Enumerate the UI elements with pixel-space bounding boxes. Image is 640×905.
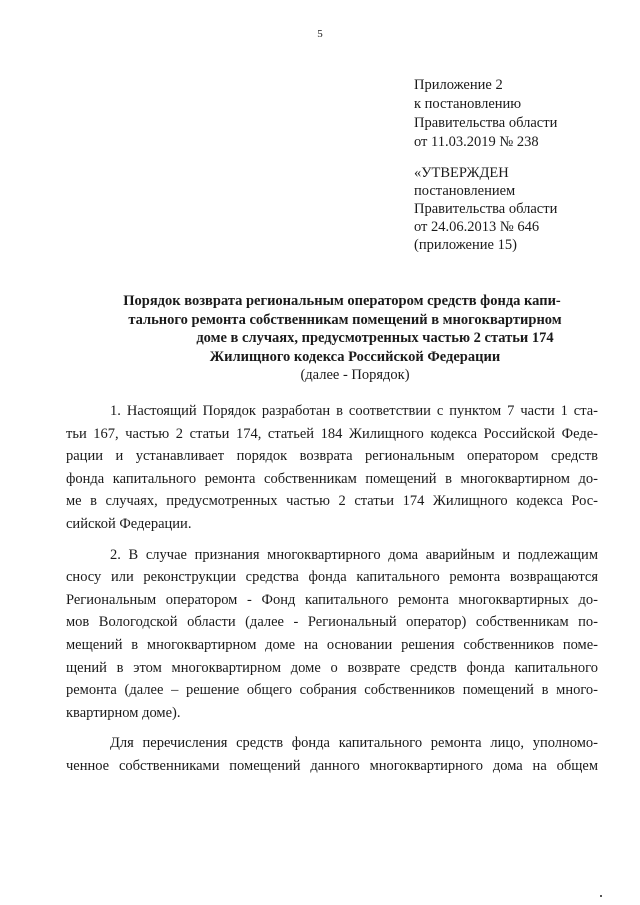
- text-line: тьи 167, частью 2 статьи 174, статьей 184 Жилищного кодекса Российской Феде-: [66, 425, 598, 442]
- appendix-line: Правительства области: [414, 115, 558, 131]
- title-line: доме в случаях, предусмотренных частью 2 статьи 174: [196, 330, 554, 346]
- approval-stamp-block: [414, 164, 557, 254]
- text-line: мещений в многоквартирном доме на основании решения собственников поме-: [66, 636, 598, 653]
- appendix-line: Приложение 2: [414, 77, 503, 93]
- appendix-line: от 11.03.2019 № 238: [414, 134, 539, 150]
- title-subtitle: (далее - Порядок): [300, 367, 410, 383]
- title-line: тального ремонта собственникам помещений в многоквартирном: [128, 311, 562, 328]
- text-line: щений в этом многоквартирном доме о возврате средств фонда капитального: [66, 659, 598, 676]
- paragraph-2: [66, 544, 598, 725]
- text-line: квартирном доме).: [66, 704, 181, 721]
- document-title: [110, 292, 600, 385]
- paragraph-1: [66, 400, 598, 536]
- text-line: 2. В случае признания многоквартирного дома аварийным и подлежащим: [110, 546, 598, 563]
- scan-speck: [600, 895, 602, 897]
- text-line: мов Вологодской области (далее - Региональный оператор) собственникам по-: [66, 614, 598, 631]
- text-line: рации и устанавливает порядок возврата региональным оператором средств: [66, 448, 598, 465]
- appendix-block: [414, 76, 557, 152]
- approval-line: Правительства области: [414, 201, 558, 217]
- text-line: 1. Настоящий Порядок разработан в соответствии с пунктом 7 части 1 ста-: [110, 403, 598, 419]
- text-line: фонда капитального ремонта собственникам помещений в многоквартирном до-: [66, 470, 598, 487]
- approval-line: от 24.06.2013 № 646: [414, 219, 540, 235]
- text-line: ченное собственниками помещений данного многоквартирного дома на общем: [66, 757, 598, 774]
- appendix-line: к постановлению: [414, 96, 522, 112]
- text-line: ремонта (далее – решение общего собрания собственников помещений в много-: [66, 682, 598, 699]
- text-line: Региональным оператором - Фонд капитального ремонта многоквартирных до-: [66, 591, 598, 608]
- text-line: сийской Федерации.: [66, 515, 192, 532]
- text-line: ме в случаях, предусмотренных частью 2 статьи 174 Жилищного кодекса Рос-: [66, 493, 598, 510]
- text-line: Для перечисления средств фонда капитального ремонта лицо, уполномо-: [110, 735, 598, 752]
- title-line: Порядок возврата региональным оператором средств фонда капи-: [123, 293, 561, 309]
- approval-line: (приложение 15): [414, 237, 517, 253]
- approval-line: «УТВЕРЖДЕН: [414, 165, 509, 181]
- approval-line: постановлением: [414, 183, 516, 199]
- text-line: сносу или реконструкции средства фонда капитального ремонта возвращаются: [66, 569, 598, 586]
- page-number: 5: [317, 28, 323, 40]
- document-body: [66, 400, 598, 778]
- title-line: Жилищного кодекса Российской Федерации: [209, 348, 501, 365]
- paragraph-3: [66, 732, 598, 777]
